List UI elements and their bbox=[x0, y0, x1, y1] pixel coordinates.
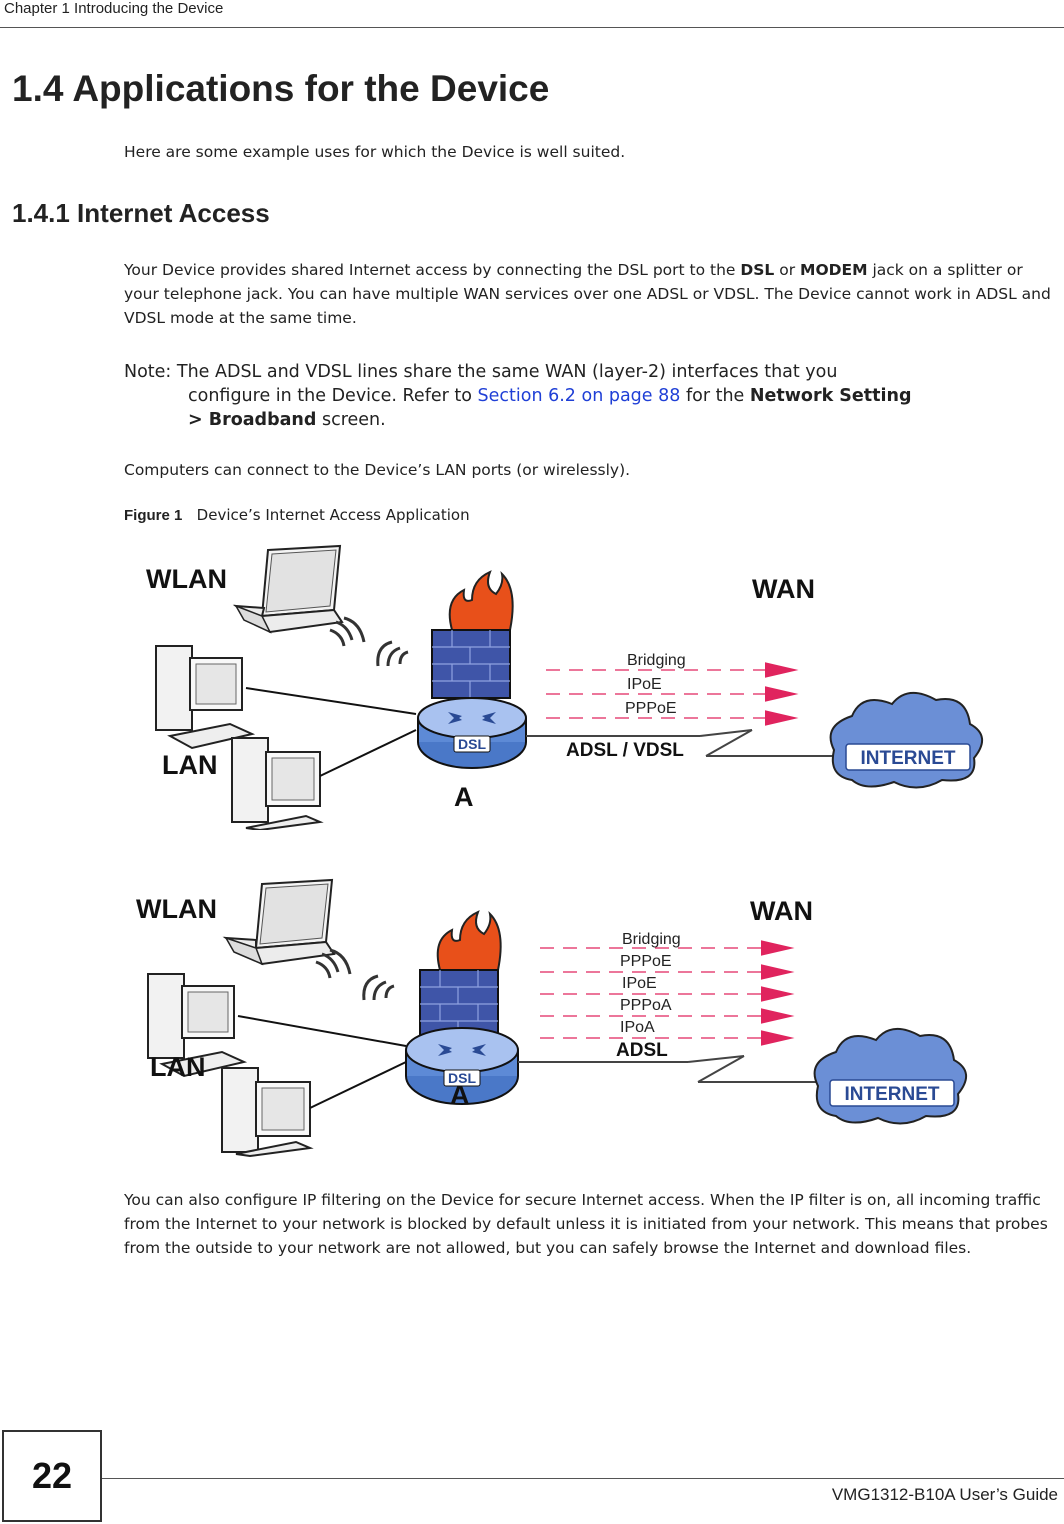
network-setting-keyword: Network Setting bbox=[749, 386, 912, 406]
cloud-label: INTERNET bbox=[844, 1084, 940, 1105]
wifi-signal-icon bbox=[330, 618, 408, 666]
footer-divider bbox=[102, 1478, 1064, 1479]
protocol-label: IPoA bbox=[620, 1019, 655, 1036]
firewall-icon bbox=[420, 912, 501, 1038]
note-block bbox=[124, 360, 1059, 432]
internet-cloud-icon bbox=[815, 1029, 967, 1124]
note-text-f: screen. bbox=[316, 410, 386, 430]
wlan-label: WLAN bbox=[146, 564, 227, 594]
header-divider bbox=[0, 27, 1064, 28]
adsl-link bbox=[518, 1056, 826, 1082]
diagram-adsl bbox=[0, 862, 1064, 1162]
lan-cable bbox=[246, 688, 416, 714]
ip-filter-paragraph: You can also configure IP filtering on the Device for secure Internet access. When the IP filter is on, all incoming traffic from the Internet to your network is blocked by default unless it is initiated from your network. This means that probes from the outside to your network are not allowed, but you can safely browse the Internet and download files. bbox=[124, 1191, 1048, 1257]
figure-caption-text: Device’s Internet Access Application bbox=[196, 506, 470, 524]
diagram-adsl-vdsl bbox=[0, 530, 1064, 830]
lan-cable bbox=[320, 730, 416, 776]
laptop-icon bbox=[226, 880, 334, 964]
laptop-icon bbox=[236, 546, 342, 632]
modem-keyword: MODEM bbox=[800, 261, 868, 279]
lan-label: LAN bbox=[162, 750, 218, 780]
dsl-keyword: DSL bbox=[740, 261, 775, 279]
protocol-label: IPoE bbox=[627, 676, 662, 693]
para1-text-e: jack on a splitter or your telephone jack. You can have multiple WAN services over one ADSL or VDSL. The Device cannot work in ADSL and VDSL mode at the same time. bbox=[124, 261, 1051, 327]
wan-label: WAN bbox=[750, 896, 813, 926]
lan-cable bbox=[238, 1016, 406, 1046]
protocol-label: Bridging bbox=[627, 652, 686, 669]
note-line-2 bbox=[124, 384, 1059, 408]
page-number: 22 bbox=[2, 1430, 102, 1522]
protocol-label: PPPoA bbox=[620, 997, 672, 1014]
broadband-keyword: > Broadband bbox=[188, 410, 317, 430]
firewall-icon bbox=[432, 572, 513, 698]
note-line-3 bbox=[124, 408, 1059, 432]
para1-text-a: Your Device provides shared Internet access by connecting the DSL port to the bbox=[124, 261, 741, 279]
note-text-b: configure in the Device. Refer to bbox=[188, 386, 478, 406]
desktop-computer-icon bbox=[156, 646, 252, 748]
lan-label: LAN bbox=[150, 1052, 206, 1082]
wifi-signal-icon bbox=[316, 950, 394, 1000]
lan-cable bbox=[310, 1062, 406, 1108]
guide-title: VMG1312-B10A User’s Guide bbox=[831, 1485, 1058, 1504]
figure-number: Figure 1 bbox=[124, 507, 183, 524]
protocol-label: Bridging bbox=[622, 931, 681, 948]
device-marker: A bbox=[450, 1080, 470, 1110]
note-text-c: for the bbox=[680, 386, 750, 406]
section-reference-link[interactable]: Section 6.2 on page 88 bbox=[477, 386, 681, 406]
protocol-label: PPPoE bbox=[625, 700, 677, 717]
router-brand-label: DSL bbox=[448, 1070, 476, 1086]
device-marker: A bbox=[454, 782, 474, 812]
link-type-label: ADSL / VDSL bbox=[566, 740, 684, 761]
cloud-label: INTERNET bbox=[860, 748, 956, 769]
note-line-1: Note: The ADSL and VDSL lines share the same WAN (layer-2) interfaces that you bbox=[124, 362, 838, 382]
router-brand-label: DSL bbox=[458, 736, 486, 752]
section-title: 1.4 Applications for the Device bbox=[12, 68, 550, 109]
chapter-header: Chapter 1 Introducing the Device bbox=[4, 0, 224, 17]
section-intro: Here are some example uses for which the Device is well suited. bbox=[124, 143, 626, 161]
internet-access-paragraph bbox=[124, 258, 1059, 330]
desktop-computer-icon bbox=[232, 738, 320, 830]
desktop-computer-icon bbox=[222, 1068, 310, 1156]
protocol-label: IPoE bbox=[622, 975, 657, 992]
lan-paragraph: Computers can connect to the Device’s LAN ports (or wirelessly). bbox=[124, 461, 631, 479]
link-type-label: ADSL bbox=[616, 1040, 668, 1061]
wlan-label: WLAN bbox=[136, 894, 217, 924]
figure-caption bbox=[124, 506, 470, 524]
wan-label: WAN bbox=[752, 574, 815, 604]
dsl-router-icon bbox=[418, 698, 526, 768]
internet-cloud-icon bbox=[831, 693, 983, 788]
protocol-label: PPPoE bbox=[620, 953, 672, 970]
para1-text-c: or bbox=[774, 261, 801, 279]
subsection-title: 1.4.1 Internet Access bbox=[12, 198, 270, 228]
